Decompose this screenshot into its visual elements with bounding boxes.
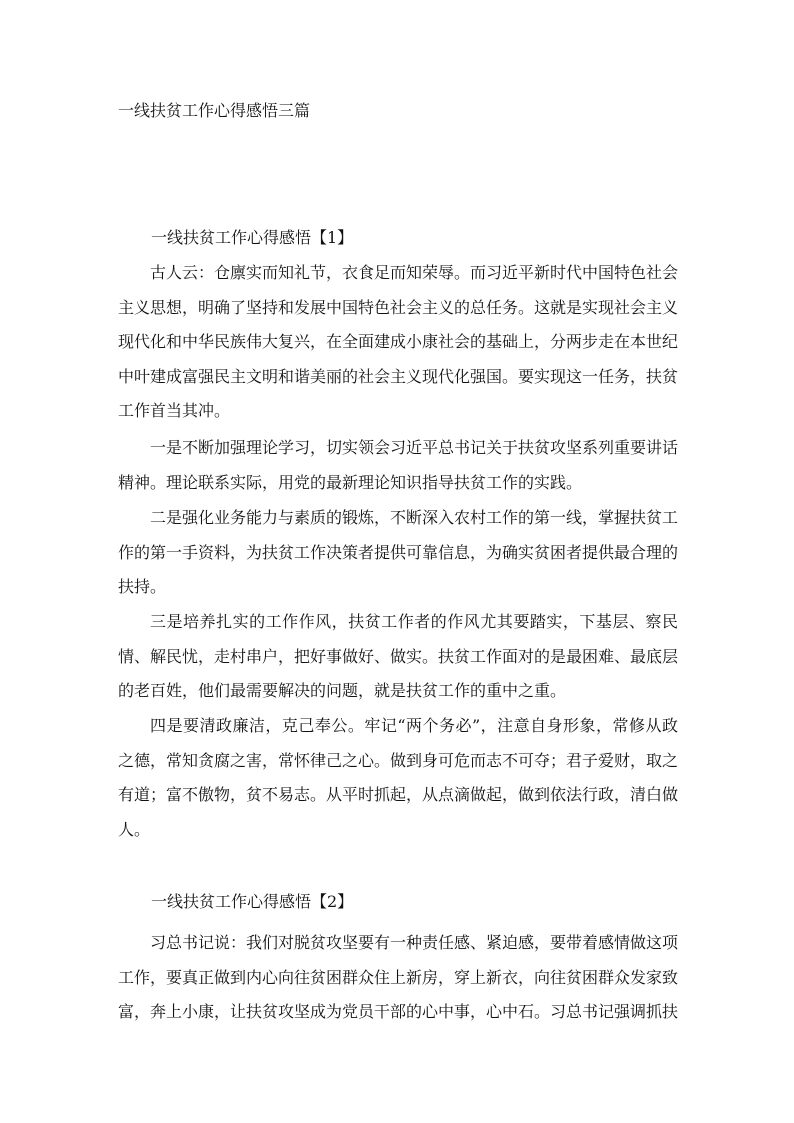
paragraph-1-2: 一是不断加强理论学习，切实领会习近平总书记关于扶贫攻坚系列重要讲话精神。理论联系实际，用党的最新理论知识指导扶贫工作的实践。 (118, 438, 679, 492)
paragraph-2-1: 习总书记说：我们对脱贫攻坚要有一种责任感、紧迫感，要带着感情做这项工作，要真正做到内心向往贫困群众住上新房，穿上新衣，向往贫困群众发家致富，奔上小康，让扶贫攻坚成为党员干部的心中事，心中石。习总书记强调抓扶 (118, 933, 679, 1022)
paragraph-1-1: 古人云：仓廪实而知礼节，衣食足而知荣辱。而习近平新时代中国特色社会主义思想，明确了坚持和发展中国特色社会主义的总任务。这就是实现社会主义现代化和中华民族伟大复兴，在全面建成小康社会的基础上，分两步走在本世纪中叶建成富强民主文明和谐美丽的社会主义现代化强国。要实现这一任务，扶贫工作首当其冲。 (118, 263, 679, 421)
section-heading-2: 一线扶贫工作心得感悟【2】 (151, 892, 354, 911)
section-heading-1: 一线扶贫工作心得感悟【1】 (151, 228, 354, 247)
paragraph-1-5: 四是要清政廉洁，克己奉公。牢记“两个务必”，注意自身形象，常修从政之德，常知贪腐之害，常怀律己之心。做到身可危而志不可夺；君子爱财，取之有道；富不傲物，贫不易志。从平时抓起，从点滴做起，做到依法行政，清白做人。 (118, 716, 679, 839)
paragraph-1-4: 三是培养扎实的工作作风，扶贫工作者的作风尤其要踏实，下基层、察民情、解民忧，走村串户，把好事做好、做实。扶贫工作面对的是最困难、最底层的老百姓，他们最需要解决的问题，就是扶贫工作的重中之重。 (118, 612, 679, 701)
paragraph-1-3: 二是强化业务能力与素质的锻炼，不断深入农村工作的第一线，掌握扶贫工作的第一手资料，为扶贫工作决策者提供可靠信息，为确实贫困者提供最合理的扶持。 (118, 508, 679, 597)
document-title: 一线扶贫工作心得感悟三篇 (118, 101, 311, 120)
